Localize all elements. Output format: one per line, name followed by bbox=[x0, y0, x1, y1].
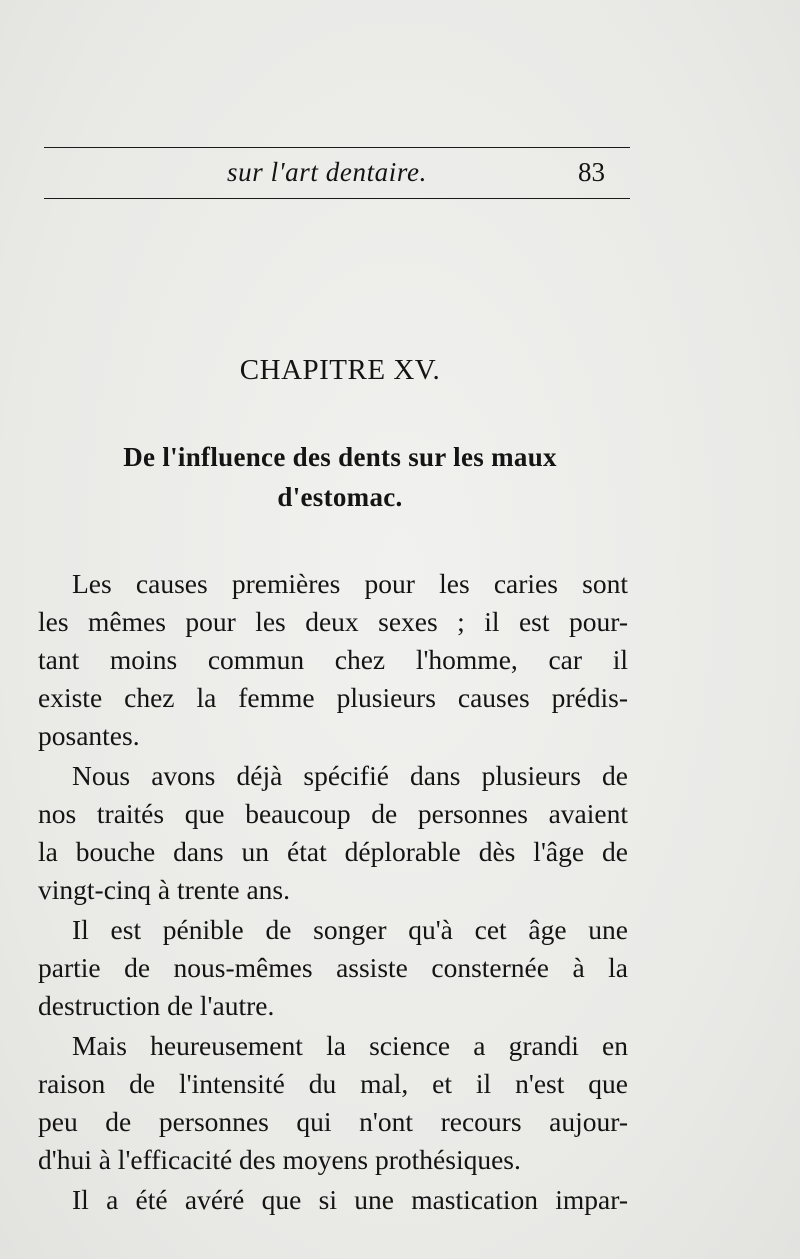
section-heading-line-2: d'estomac. bbox=[277, 482, 403, 512]
section-heading bbox=[0, 437, 680, 517]
body-line: les mêmes pour les deux sexes ; il est pour- bbox=[38, 606, 628, 637]
body-line: d'hui à l'efficacité des moyens prothésiques. bbox=[38, 1144, 521, 1175]
body-line: partie de nous-mêmes assiste consternée à la bbox=[38, 952, 628, 983]
body-line: peu de personnes qui n'ont recours aujour- bbox=[38, 1106, 628, 1137]
body-line: raison de l'intensité du mal, et il n'est que bbox=[38, 1068, 628, 1099]
section-heading-line-1: De l'influence des dents sur les maux bbox=[123, 442, 557, 472]
body-line: destruction de l'autre. bbox=[38, 990, 275, 1021]
chapter-title: CHAPITRE XV. bbox=[239, 354, 441, 386]
body-line: nos traités que beaucoup de personnes avaient bbox=[38, 798, 628, 829]
running-title: sur l'art dentaire. bbox=[227, 157, 427, 187]
page-number: 83 bbox=[578, 157, 605, 187]
body-line: Nous avons déjà spécifié dans plusieurs de bbox=[72, 760, 628, 791]
body-line: Il a été avéré que si une mastication impar- bbox=[72, 1184, 628, 1215]
body-line: Mais heureusement la science a grandi en bbox=[72, 1030, 628, 1061]
body-line: posantes. bbox=[38, 720, 140, 751]
body-line: Les causes premières pour les caries sont bbox=[72, 568, 628, 599]
body-line: tant moins commun chez l'homme, car il bbox=[38, 644, 628, 675]
header-rule-top bbox=[44, 147, 630, 148]
body-line: Il est pénible de songer qu'à cet âge une bbox=[72, 914, 628, 945]
body-line: la bouche dans un état déplorable dès l'âge de bbox=[38, 836, 628, 867]
header-rule-bottom bbox=[44, 198, 630, 199]
body-line: vingt-cinq à trente ans. bbox=[38, 874, 290, 905]
body-line: existe chez la femme plusieurs causes prédis- bbox=[38, 682, 628, 713]
